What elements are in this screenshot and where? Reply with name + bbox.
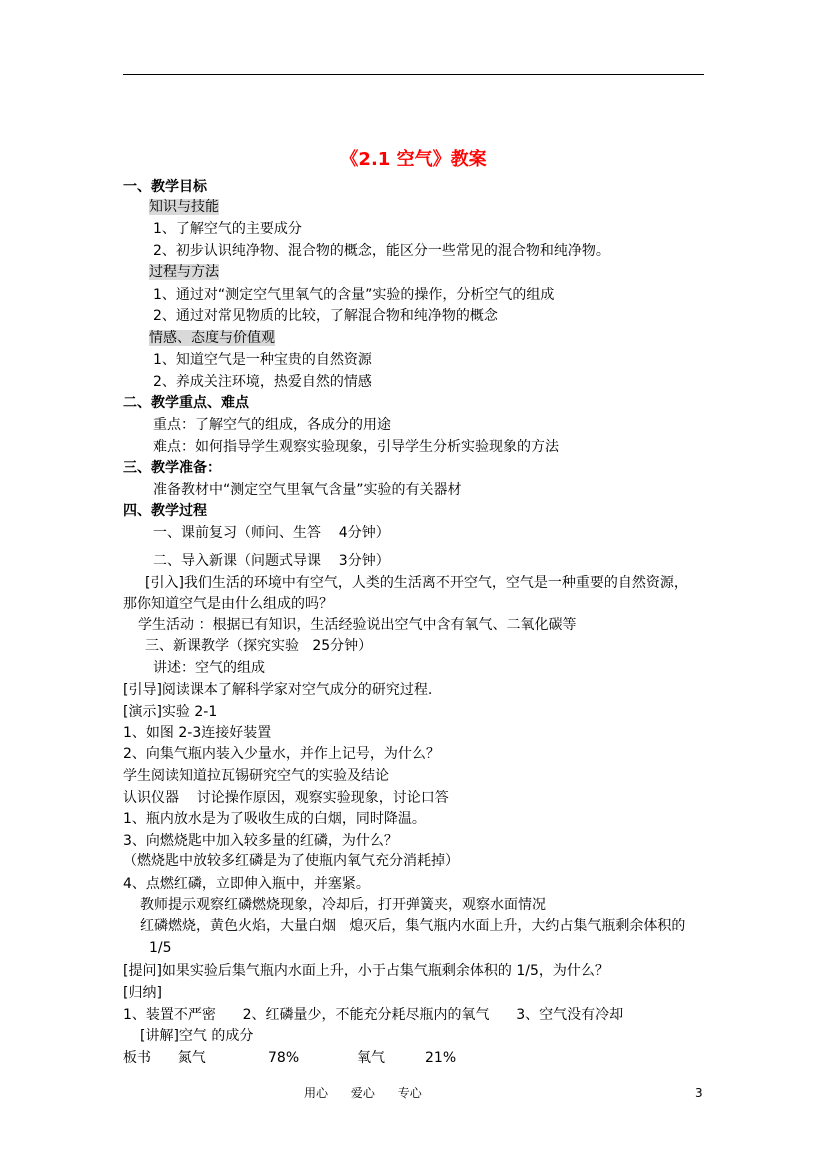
text-line: 2、养成关注环境，热爱自然的情感 [153,374,372,390]
text-line: 讲述：空气的组成 [153,660,265,676]
text-line: 1、知道空气是一种宝贵的自然资源 [153,352,372,368]
text-line: 3、向燃烧匙中加入较多量的红磷，为什么？ [123,833,398,849]
text-line: 学生阅读知道拉瓦锡研究空气的实验及结论 [123,768,389,784]
text-line: 1、如图 2-3连接好装置 [123,725,272,741]
text-line: 1、了解空气的主要成分 [153,221,302,237]
document-title: 《2.1 空气》教案 [340,149,487,170]
section-heading: 一、教学目标 [123,179,207,195]
text-line: 教师提示观察红磷燃烧现象，冷却后，打开弹簧夹，观察水面情况 [140,897,546,913]
text-line: 难点：如何指导学生观察实验现象，引导学生分析实验现象的方法 [153,439,559,455]
text-line: [引入]我们生活的环境中有空气，人类的生活离不开空气，空气是一种重要的自然资源， [145,575,688,591]
text-line: 4、点燃红磷，立即伸入瓶中，并塞紧。 [123,876,370,892]
section-heading: 四、教学过程 [123,503,207,519]
page-number: 3 [695,1086,703,1100]
text-line: 2、初步认识纯净物、混合物的概念，能区分一些常见的混合物和纯净物。 [153,243,610,259]
section-heading: 二、教学重点、难点 [123,395,249,411]
subheading: 情感、态度与价值观 [149,330,275,346]
text-line: 1、通过对“测定空气里氧气的含量”实验的操作，分析空气的组成 [153,287,555,303]
subheading: 知识与技能 [149,199,219,215]
footer-motto: 用心 爱心 专心 [304,1086,422,1100]
text-line: 认识仪器 讨论操作原因，观察实验现象，讨论口答 [123,790,449,806]
text-line: 板书 氮气 78% 氧气 21% [123,1050,457,1066]
text-line: （燃烧匙中放较多红磷是为了使瓶内氧气充分消耗掉） [123,853,459,869]
text-line: [引导]阅读课本了解科学家对空气成分的研究过程. [123,682,433,698]
text-line: [讲解]空气 的成分 [140,1028,254,1044]
text-line: 红磷燃烧，黄色火焰，大量白烟 熄灭后，集气瓶内水面上升，大约占集气瓶剩余体积的 [140,918,686,934]
text-line: 准备教材中“测定空气里氧气含量”实验的有关器材 [153,482,462,498]
text-line: 1/5 [149,940,172,956]
text-line: 一、课前复习（师问、生答 4分钟） [153,525,390,541]
subheading: 过程与方法 [149,264,219,280]
text-line: 三、新课教学（探究实验 25分钟） [145,638,373,654]
text-line: 重点：了解空气的组成，各成分的用途 [153,417,391,433]
text-line: [提问]如果实验后集气瓶内水面上升，小于占集气瓶剩余体积的 1/5，为什么？ [123,963,609,979]
text-line: 那你知道空气是由什么组成的吗？ [123,596,333,612]
section-heading: 三、教学准备： [123,460,221,476]
text-line: [演示]实验 2-1 [123,704,218,720]
text-line: 学生活动 ：根据已有知识，生活经验说出空气中含有氧气、二氧化碳等 [138,617,577,633]
text-line: 2、通过对常见物质的比较，了解混合物和纯净物的概念 [153,308,498,324]
text-line: [归纳] [123,985,162,1001]
text-line: 二、导入新课（问题式导课 3分钟） [153,553,390,569]
text-line: 1、装置不严密 2、红磷量少，不能充分耗尽瓶内的氧气 3、空气没有冷却 [123,1007,624,1023]
text-line: 2、向集气瓶内装入少量水，并作上记号，为什么？ [123,746,440,762]
header-rule [123,74,704,75]
text-line: 1、瓶内放水是为了吸收生成的白烟，同时降温。 [123,811,426,827]
